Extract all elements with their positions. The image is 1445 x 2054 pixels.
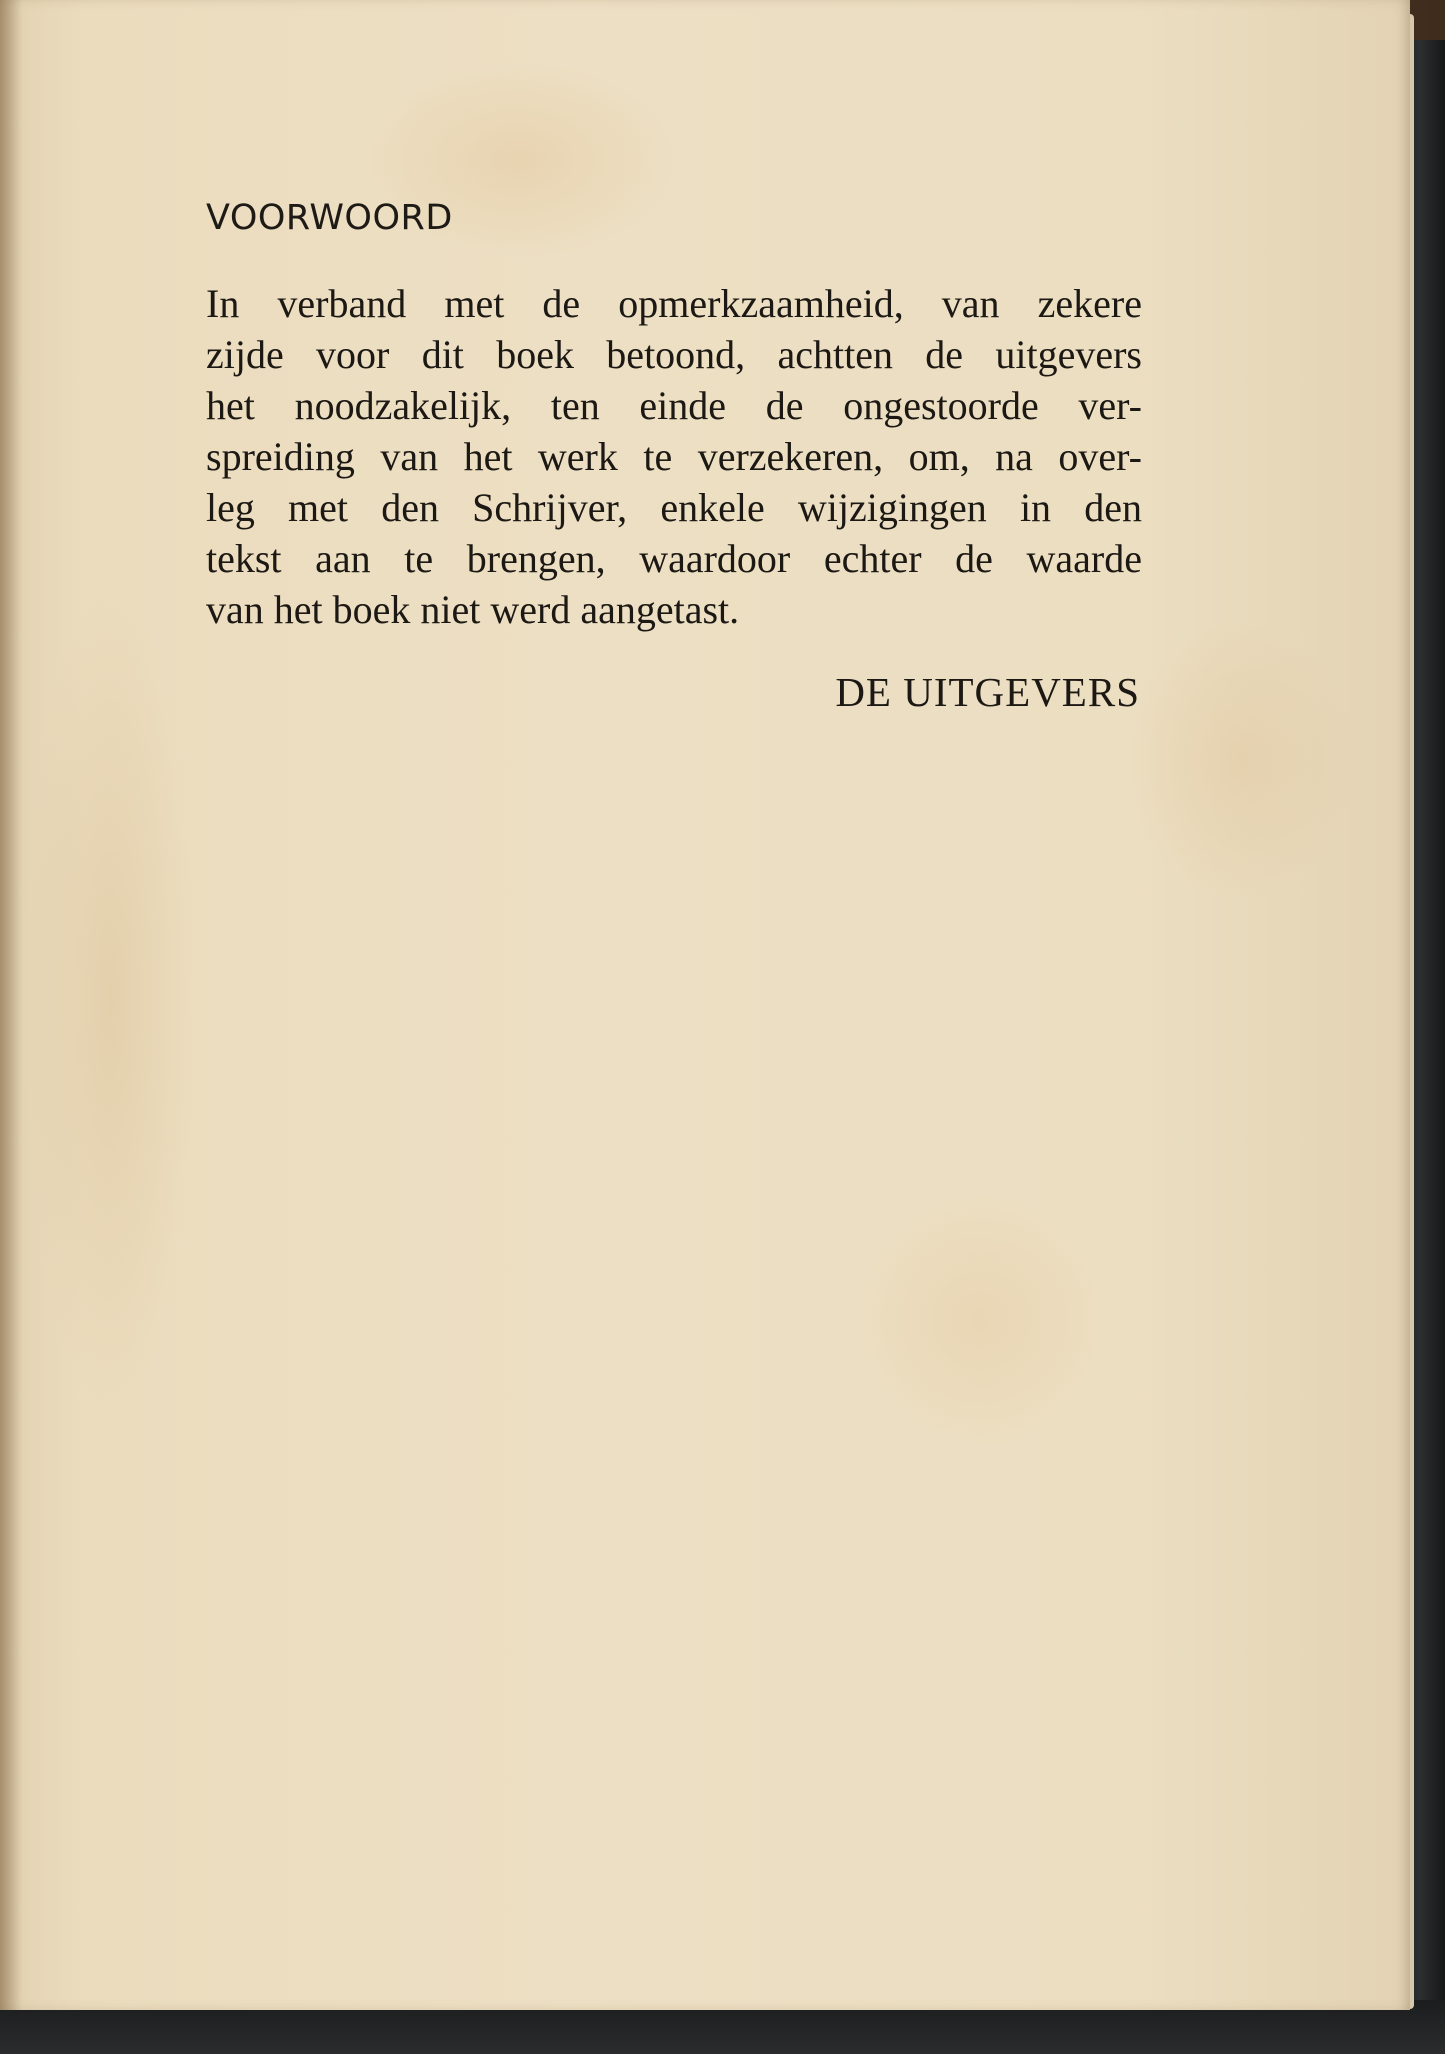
paragraph-line: tekst aan te brengen, waardoor echter de waarde — [206, 536, 1142, 581]
foreword-paragraph — [206, 278, 1142, 635]
paragraph-line: spreiding van het werk te verzekeren, om, na over- — [206, 434, 1142, 479]
paragraph-line: zijde voor dit boek betoond, achtten de uitgevers — [206, 332, 1142, 377]
page-heading: VOORWOORD — [206, 198, 453, 238]
publisher-signature: DE UITGEVERS — [835, 669, 1140, 715]
paragraph-line: het noodzakelijk, ten einde de ongestoorde ver- — [206, 383, 1142, 428]
paragraph-line: van het boek niet werd aangetast. — [206, 587, 740, 632]
paragraph-line: In verband met de opmerkzaamheid, van zekere — [206, 281, 1142, 326]
page-gutter — [0, 0, 22, 2010]
paragraph-line: leg met den Schrijver, enkele wijzigingen in den — [206, 485, 1142, 530]
